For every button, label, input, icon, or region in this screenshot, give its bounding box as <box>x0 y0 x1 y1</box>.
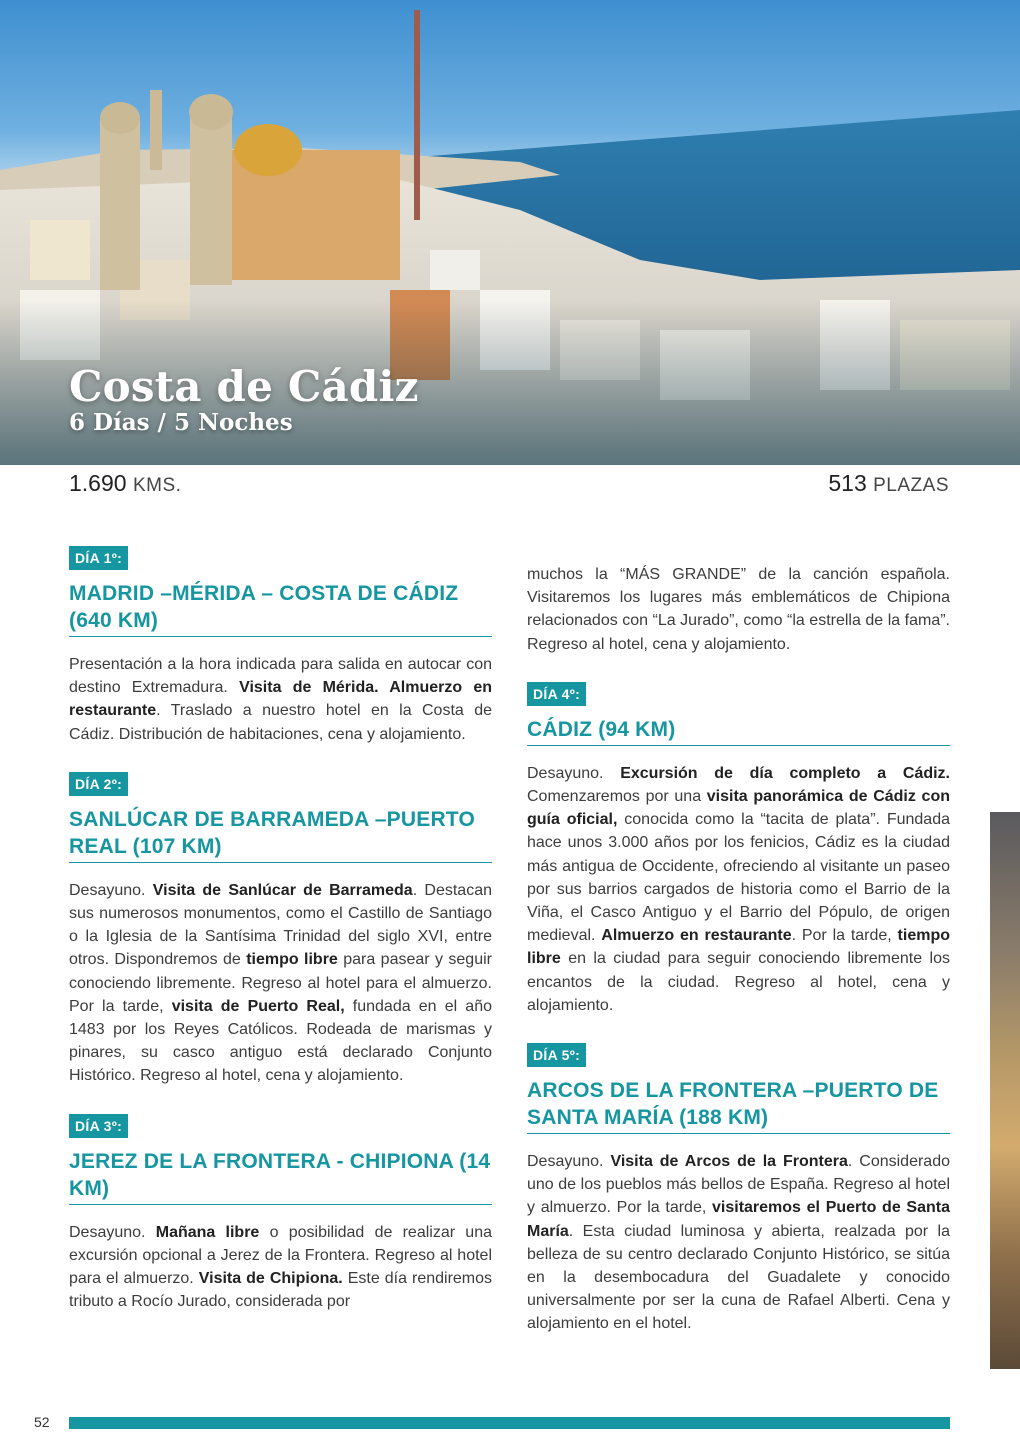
body-text: o posibilidad de realizar una excursión opcional a Jerez de la Frontera. Regreso al hotel para el almuerzo. <box>69 1223 493 1288</box>
day-badge: DÍA 4º: <box>527 682 586 706</box>
highlight-text: Almuerzo en restaurante <box>601 927 792 945</box>
day-description <box>69 879 492 1088</box>
day-heading: CÁDIZ (94 KM) <box>527 716 950 746</box>
day-badge: DÍA 3º: <box>69 1114 128 1138</box>
body-text: . Traslado a nuestro hotel en la Costa de Cádiz. Distribución de habitaciones, cena y alojamiento. <box>69 702 492 743</box>
day-3-continuation <box>527 563 950 656</box>
body-text: Comenzaremos por una <box>527 788 707 806</box>
day-badge: DÍA 1º: <box>69 546 128 570</box>
body-text: Este día rendiremos tributo a Rocío Jurado, considerada por <box>69 1270 493 1311</box>
day-heading: SANLÚCAR DE BARRAMEDA –PUERTO REAL (107 KM) <box>69 806 492 863</box>
hero-photo <box>0 0 1020 465</box>
body-text: . Esta ciudad luminosa y abierta, realzada por la belleza de su centro declarado Conjunto Histórico, se sitúa en la desembocadura del Guadalete y conocido universalmente por ser la cuna de Rafael Alberti. Cena y alojamiento en el hotel. <box>527 1222 950 1333</box>
body-text: . Considerado uno de los pueblos más bellos de España. Regreso al hotel y almuerzo. Por la tarde, <box>527 1153 951 1217</box>
body-text: Desayuno. <box>69 881 153 899</box>
day-description-continued <box>527 563 950 656</box>
body-text: Desayuno. <box>527 1153 611 1171</box>
distance-value: 1.690 <box>69 470 127 496</box>
trip-duration: 6 Días / 5 Noches <box>69 409 293 436</box>
page-number: 52 <box>34 1414 50 1430</box>
day-5-section <box>527 1043 950 1336</box>
distance-unit: KMS. <box>132 475 182 496</box>
side-photo-crop <box>990 812 1020 1369</box>
body-text: . Destacan sus numerosos monumentos, como el Castillo de Santiago o la Iglesia de la Santísima Trinidad del siglo XVI, entre otros. Dispondremos de <box>69 881 492 969</box>
day-description <box>527 762 950 1017</box>
day-description <box>69 653 492 746</box>
seats-unit: PLAZAS <box>873 475 949 496</box>
seats-value: 513 <box>828 470 867 496</box>
body-text: para pasear y seguir conociendo libremente. Regreso al hotel para el almuerzo. Por la tarde, <box>69 951 492 1015</box>
footer-bar <box>69 1417 950 1429</box>
day-1-section <box>69 546 492 746</box>
highlight-text: Visita de Arcos de la Frontera <box>610 1153 848 1171</box>
day-4-section <box>527 682 950 1017</box>
page-title: Costa de Cádiz <box>69 362 419 411</box>
highlight-text: Visita de Sanlúcar de Barrameda <box>152 881 413 899</box>
highlight-text: Visita de Chipiona. <box>198 1270 343 1288</box>
day-description <box>69 1221 492 1314</box>
highlight-text: Excursión de día completo a Cádiz. <box>620 764 950 782</box>
day-heading: MADRID –MÉRIDA – COSTA DE CÁDIZ (640 KM) <box>69 580 492 637</box>
body-text: conocida como la “tacita de plata”. Fundada hace unos 3.000 años por los fenicios, Cádiz es la ciudad más antigua de Occidente, ofreciendo al visitante un paseo por sus barrios cargados de historia como el Barrio de la Viña, el Casco Antiguo y el Barrio del Pópulo, de origen medieval. <box>527 811 950 945</box>
body-text: en la ciudad para seguir conociendo libremente los encantos de la ciudad. Regreso al hotel, cena y alojamiento. <box>527 950 950 1014</box>
itinerary-left-column <box>69 546 492 1339</box>
body-text: . Por la tarde, <box>791 927 898 945</box>
distance-stat <box>69 470 181 497</box>
body-text: Presentación a la hora indicada para salida en autocar con destino Extremadura. <box>69 656 492 697</box>
day-description <box>527 1150 950 1336</box>
day-badge: DÍA 5º: <box>527 1043 586 1067</box>
day-2-section <box>69 772 492 1088</box>
highlight-text: Visita de Mérida. Almuerzo en restaurante <box>69 679 493 720</box>
highlight-text: visita panorámica de Cádiz con guía oficial, <box>527 788 950 829</box>
body-text: Desayuno. <box>527 764 621 782</box>
day-heading: JEREZ DE LA FRONTERA - CHIPIONA (14 KM) <box>69 1148 492 1205</box>
body-text: fundada en el año 1483 por los Reyes Católicos. Rodeada de marismas y pinares, su casco antiguo está declarado Conjunto Histórico. Regreso al hotel, cena y alojamiento. <box>69 997 492 1085</box>
body-text: muchos la “MÁS GRANDE” de la canción española. Visitaremos los lugares más emblemáticos de Chipiona relacionados con “La Jurado”, como “la estrella de la fama”. Regreso al hotel, cena y alojamiento. <box>527 566 950 653</box>
highlight-text: Mañana libre <box>155 1223 260 1241</box>
day-3-section <box>69 1114 492 1314</box>
highlight-text: tiempo libre <box>246 951 338 969</box>
highlight-text: visita de Puerto Real, <box>171 997 345 1015</box>
day-heading: ARCOS DE LA FRONTERA –PUERTO DE SANTA MARÍA (188 KM) <box>527 1077 950 1134</box>
seats-stat <box>828 470 949 497</box>
itinerary-right-column <box>527 563 950 1362</box>
highlight-text: visitaremos el Puerto de Santa María <box>527 1199 950 1240</box>
day-badge: DÍA 2º: <box>69 772 128 796</box>
body-text: Desayuno. <box>69 1223 156 1241</box>
highlight-text: tiempo libre <box>527 927 950 968</box>
